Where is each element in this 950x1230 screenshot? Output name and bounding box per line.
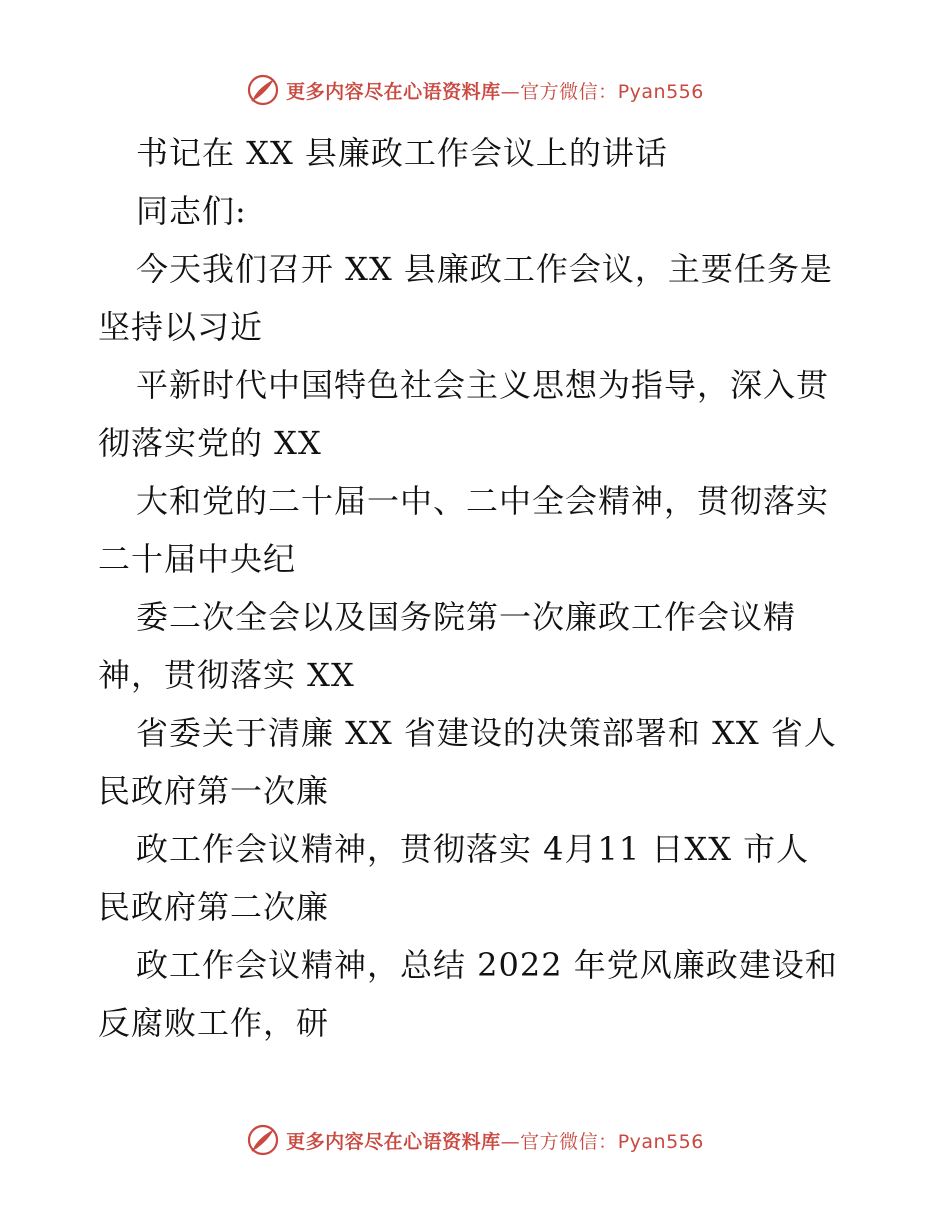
paragraph-line: 省委关于清廉 XX 省建设的决策部署和 XX 省人	[136, 714, 837, 752]
paragraph-line: 大和党的二十届一中、二中全会精神，贯彻落实	[136, 482, 830, 520]
paragraph-line: 反腐败工作，研	[98, 1004, 330, 1042]
header-watermark-banner	[0, 70, 950, 110]
quill-logo-icon	[246, 73, 280, 107]
watermark-wechat-label: 官方微信：	[520, 80, 618, 103]
document-title: 书记在 XX 县廉政工作会议上的讲话	[136, 134, 668, 172]
salutation: 同志们:	[136, 192, 247, 230]
paragraph-line: 坚持以习近	[98, 308, 264, 346]
paragraph-line: 委二次全会以及国务院第一次廉政工作会议精	[136, 598, 797, 636]
quill-logo-icon	[246, 1123, 280, 1157]
paragraph-line: 民政府第一次廉	[98, 772, 330, 810]
paragraph-line: 今天我们召开 XX 县廉政工作会议，主要任务是	[136, 250, 833, 288]
paragraph-line: 平新时代中国特色社会主义思想为指导，深入贯	[136, 366, 830, 404]
paragraph-line: 政工作会议精神，总结 2022 年党风廉政建设和	[136, 946, 838, 984]
watermark-dash: —	[500, 80, 521, 103]
watermark-text	[286, 77, 704, 104]
watermark-wechat-id: Pyan556	[617, 1130, 704, 1153]
paragraph-line: 神，贯彻落实 XX	[98, 656, 355, 694]
watermark-main-text: 更多内容尽在心语资料库	[286, 80, 501, 103]
watermark-wechat-id: Pyan556	[617, 80, 704, 103]
paragraph-line: 二十届中央纪	[98, 540, 297, 578]
watermark-dash: —	[500, 1130, 521, 1153]
watermark-text	[286, 1127, 704, 1154]
watermark-main-text: 更多内容尽在心语资料库	[286, 1130, 501, 1153]
document-body	[98, 124, 858, 1052]
paragraph-line: 彻落实党的 XX	[98, 424, 322, 462]
paragraph-line: 民政府第二次廉	[98, 888, 330, 926]
footer-watermark-banner	[0, 1120, 950, 1160]
watermark-wechat-label: 官方微信：	[520, 1130, 618, 1153]
paragraph-line: 政工作会议精神，贯彻落实 4月11 日XX 市人	[136, 830, 810, 868]
